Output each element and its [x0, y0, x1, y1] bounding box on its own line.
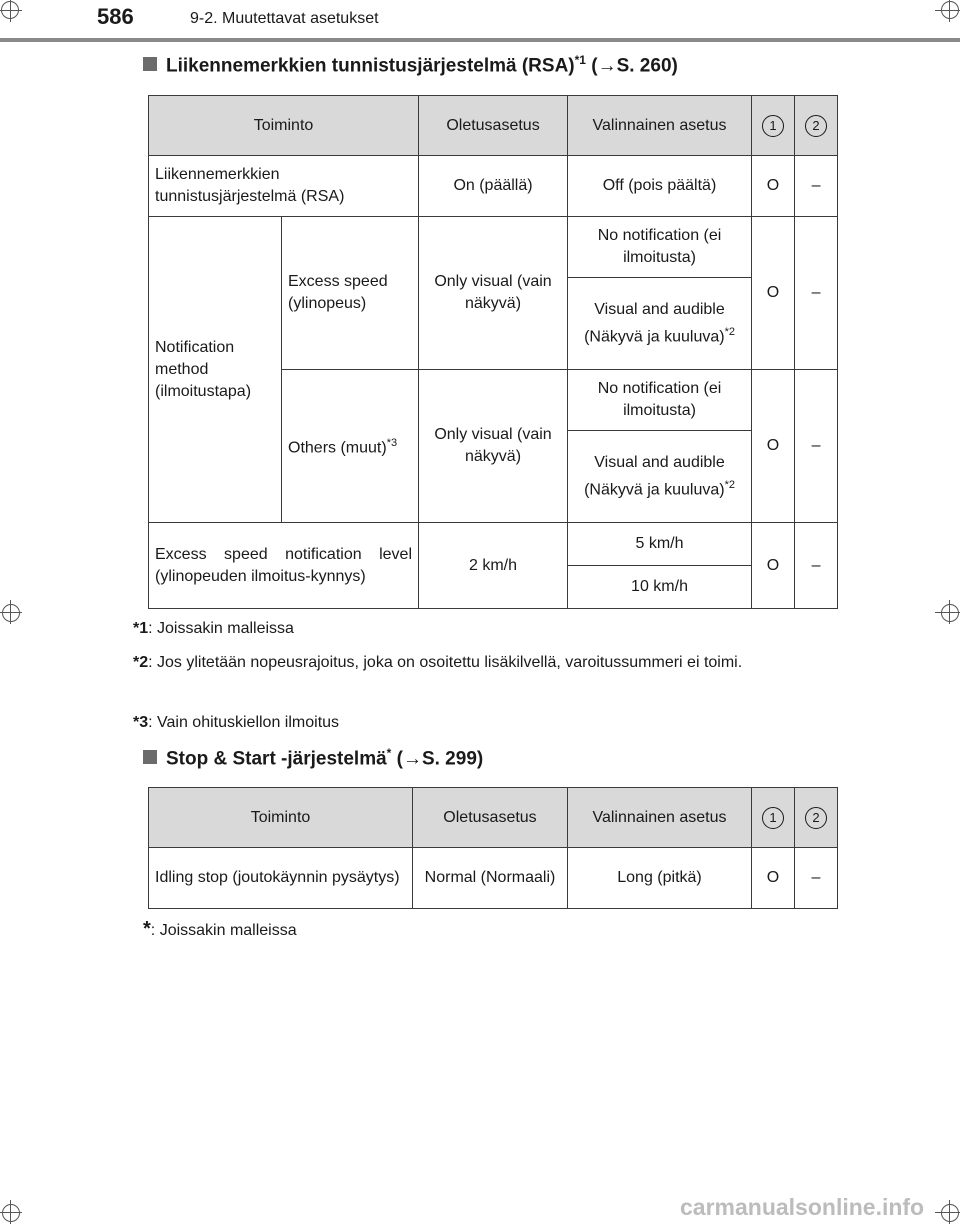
square-bullet-icon [143, 750, 157, 764]
idling-stop-function-cell: Idling stop (joutokäynnin pysäytys) [149, 848, 413, 909]
others-col2-cell: – [795, 370, 838, 523]
page-reference: (→S. 299) [396, 748, 484, 770]
excess-col1-cell: O [752, 217, 795, 370]
excess-level-function-cell: Excess speed notification level (ylinopeuden ilmoitus-kynnys) [149, 523, 419, 609]
excess-option-no-notification: No notification (ei ilmoitusta) [568, 217, 752, 278]
rsa-section-title: Liikennemerkkien tunnistusjärjestelmä (RSA)$^{*1}$ (→S. 260) [143, 53, 678, 77]
footnote-3: *3: Vain ohituskiellon ilmoitus [133, 714, 340, 731]
idling-stop-default-cell: Normal (Normaali) [413, 848, 568, 909]
title-footnote-mark: * [386, 746, 392, 760]
header-rule [0, 38, 960, 42]
circled-2-icon: 2 [805, 115, 827, 137]
header-col-1 [752, 96, 795, 156]
others-cell: Others (muut)$^{*3}$ [282, 370, 419, 523]
stop-start-settings-table [148, 787, 838, 909]
footnote-mark: *2 [724, 325, 735, 338]
excess-level-col2-cell: – [795, 523, 838, 609]
rsa-function-cell: Liikennemerkkien tunnistusjärjestelmä (RSA) [149, 156, 419, 217]
excess-level-col1-cell: O [752, 523, 795, 609]
header-col-1 [752, 788, 795, 848]
circled-1-icon: 1 [762, 807, 784, 829]
footnote-mark: *2 [724, 478, 735, 491]
page-reference: (→S. 260) [591, 55, 678, 77]
header-col-2 [795, 96, 838, 156]
rsa-settings-table [148, 95, 838, 609]
footnote-mark: *3 [386, 437, 398, 450]
header-optional: Valinnainen asetus [568, 96, 752, 156]
watermark: carmanualsonline.info [680, 1194, 925, 1220]
stop-start-section-title: Stop & Start -järjestelmä* (→S. 299) [143, 746, 483, 770]
rsa-default-cell: On (päällä) [419, 156, 568, 217]
notification-method-cell: Notification method (ilmoitustapa) [149, 217, 282, 523]
footnote-2: *2: Jos ylitetään nopeusrajoitus, joka on osoitettu lisäkilvellä, varoitussummeri ei toimi. [133, 654, 743, 671]
circled-2-icon: 2 [805, 807, 827, 829]
header-function: Toiminto [149, 788, 413, 848]
excess-level-option-5: 5 km/h [568, 523, 752, 566]
circled-1-icon: 1 [762, 115, 784, 137]
excess-col2-cell: – [795, 217, 838, 370]
page-number: 586 [97, 4, 134, 29]
square-bullet-icon [143, 57, 157, 71]
footnote-stop-start: *: Joissakin malleissa [143, 918, 297, 940]
header-default: Oletusasetus [413, 788, 568, 848]
header-col-2 [795, 788, 838, 848]
rsa-col2-cell: – [795, 156, 838, 217]
excess-level-default-cell: 2 km/h [419, 523, 568, 609]
idling-stop-col1-cell: O [752, 848, 795, 909]
header-default: Oletusasetus [419, 96, 568, 156]
idling-stop-col2-cell: – [795, 848, 838, 909]
header-function: Toiminto [149, 96, 419, 156]
header-optional: Valinnainen asetus [568, 788, 752, 848]
others-col1-cell: O [752, 370, 795, 523]
others-option-visual-audible: Visual and audible (Näkyvä ja kuuluva)$^{*2}$ [568, 431, 752, 523]
excess-level-option-10: 10 km/h [568, 566, 752, 609]
idling-stop-optional-cell: Long (pitkä) [568, 848, 752, 909]
title-footnote-mark: *1 [574, 53, 586, 67]
footnote-1: *1: Joissakin malleissa [133, 620, 294, 637]
excess-option-visual-audible: Visual and audible (Näkyvä ja kuuluva)$^{*2}$ [568, 278, 752, 370]
rsa-optional-cell: Off (pois päältä) [568, 156, 752, 217]
rsa-col1-cell: O [752, 156, 795, 217]
others-default-cell: Only visual (vain näkyvä) [419, 370, 568, 523]
others-option-no-notification: No notification (ei ilmoitusta) [568, 370, 752, 431]
excess-default-cell: Only visual (vain näkyvä) [419, 217, 568, 370]
excess-speed-cell: Excess speed (ylinopeus) [282, 217, 419, 370]
section-heading: 9-2. Muutettavat asetukset [190, 10, 379, 27]
